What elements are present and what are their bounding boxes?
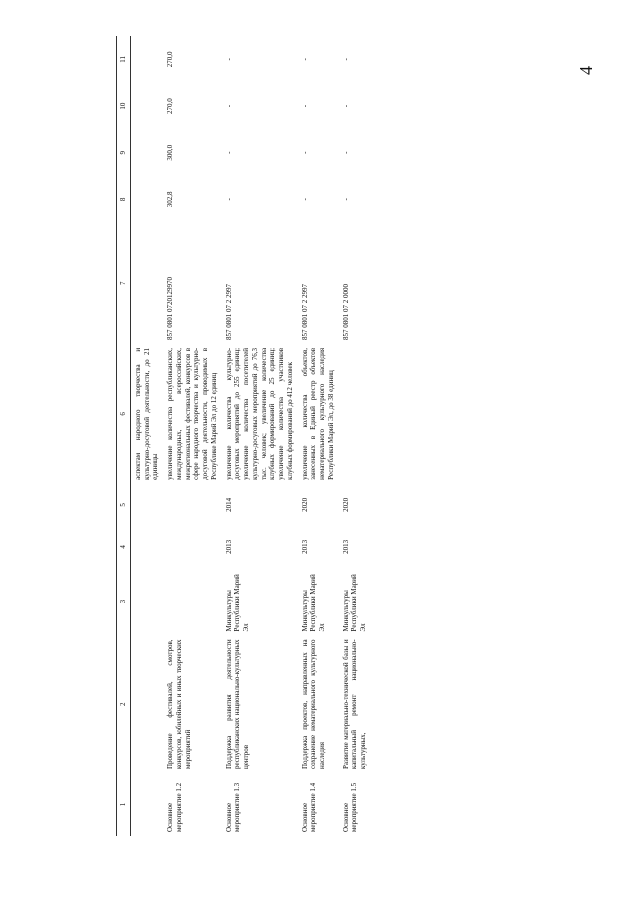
page-number: 4 [576, 66, 596, 75]
table-cell: - [224, 151, 233, 154]
table-cell [130, 176, 163, 223]
table-cell: Минкультуры Республики Марий Эл [300, 574, 326, 632]
table-cell: увеличение количества культурно-досуговых мероприятий до 255 единиц; увеличение количества посетителей культурно-досуговых мероприятий до 76,3 тыс. человек; увеличение количества клубных формирований до 25 единиц; увеличение количества участников клубных формирований до 412 человек [224, 347, 294, 480]
table-cell: 300,0 [166, 144, 174, 161]
table-cell: 270,0 [166, 51, 174, 68]
column-header: 9 [117, 129, 131, 176]
table-cell: - [300, 104, 309, 108]
table-cell [339, 344, 371, 484]
table-cell: Поддержка проектов, направленных на сохранение нематериального культурного наследия [300, 639, 326, 770]
column-header: 10 [117, 83, 131, 130]
table-row [222, 36, 298, 836]
table-cell: 2014 [224, 497, 233, 512]
table-cell: - [341, 198, 350, 201]
table-cell [130, 129, 163, 176]
table-cell [130, 484, 163, 526]
table-cell [163, 484, 222, 526]
table-cell [130, 635, 163, 773]
table-cell: Проведение фестивалей, смотров, конкурсов, юбилейных и иных творческих мероприятий [166, 639, 192, 770]
table-row [163, 36, 222, 836]
table-row [130, 36, 163, 836]
table-cell: 857 0801 0720129970 [166, 276, 174, 340]
table-cell: - [300, 198, 309, 201]
table-cell [130, 568, 163, 636]
program-table [116, 36, 371, 836]
table-cell: - [341, 58, 350, 61]
column-header: 2 [117, 635, 131, 773]
table-cell: Минкультуры Республики Марий Эл [341, 574, 367, 632]
table-cell: 2020 [341, 497, 350, 512]
table-row [339, 36, 371, 836]
column-header: 6 [117, 344, 131, 484]
table-cell: 857 0801 07 2 2997 [224, 283, 233, 340]
table-cell: - [224, 104, 233, 108]
table-cell: 857 0801 07 2 0000 [341, 283, 350, 340]
column-header: 1 [117, 773, 131, 836]
table-cell: - [341, 104, 350, 108]
table-cell: увеличение количества республиканских, международных, всероссийских, межрегиональных фестивалей, конкурсов в сфере народного творчества и культурно-досуговой деятельности, проводимых в Республике Марий Эл до 12 единиц [166, 347, 218, 480]
table-cell: - [224, 58, 233, 61]
table-cell: Основное мероприятие 1.2 [166, 782, 183, 832]
table-cell: Поддержка развития деятельности республиканских национально-культурных центров [224, 639, 250, 770]
rotated-table-area [116, 36, 556, 836]
table-cell: 2013 [300, 539, 309, 554]
table-cell: - [300, 151, 309, 154]
table-cell: 2013 [224, 539, 233, 554]
table-cell: - [224, 198, 233, 201]
table-cell: 857 0801 07 2 2997 [300, 283, 309, 340]
column-header: 5 [117, 484, 131, 526]
table-cell [130, 773, 163, 836]
table-cell: Основное мероприятие 1.5 [341, 782, 359, 832]
table-cell: - [300, 58, 309, 61]
column-header: 11 [117, 36, 131, 83]
column-number-row [117, 36, 131, 836]
table-cell: Основное мероприятие 1.3 [224, 782, 242, 832]
table-cell: 302,8 [166, 191, 174, 208]
table-cell [130, 36, 163, 83]
column-header: 7 [117, 223, 131, 344]
table-cell [163, 568, 222, 636]
table-cell: 270,0 [166, 98, 174, 114]
table-cell: 2013 [341, 539, 350, 554]
table-cell: Основное мероприятие 1.4 [300, 782, 318, 832]
table-cell: - [341, 151, 350, 154]
table-cell: Развитие материально-технической базы и капитальный ремонт национально-культурных, [341, 639, 367, 770]
table-cell [130, 83, 163, 130]
table-cell: 2020 [300, 497, 309, 512]
table-cell: Минкультуры Республики Марий Эл [224, 574, 250, 632]
table-cell [130, 223, 163, 344]
table-row [298, 36, 339, 836]
column-header: 3 [117, 568, 131, 636]
table-cell [130, 526, 163, 568]
table-cell: увеличение количества объектов, занесенных в Единый реестр объектов нематериального культурного наследия Республики Марий Эл, до 38 единиц [300, 347, 335, 480]
table-cell: аспектам народного творчества и культурно-досуговой деятельности, до 21 единицы [133, 347, 160, 480]
column-header: 8 [117, 176, 131, 223]
column-header: 4 [117, 526, 131, 568]
table-cell [163, 526, 222, 568]
